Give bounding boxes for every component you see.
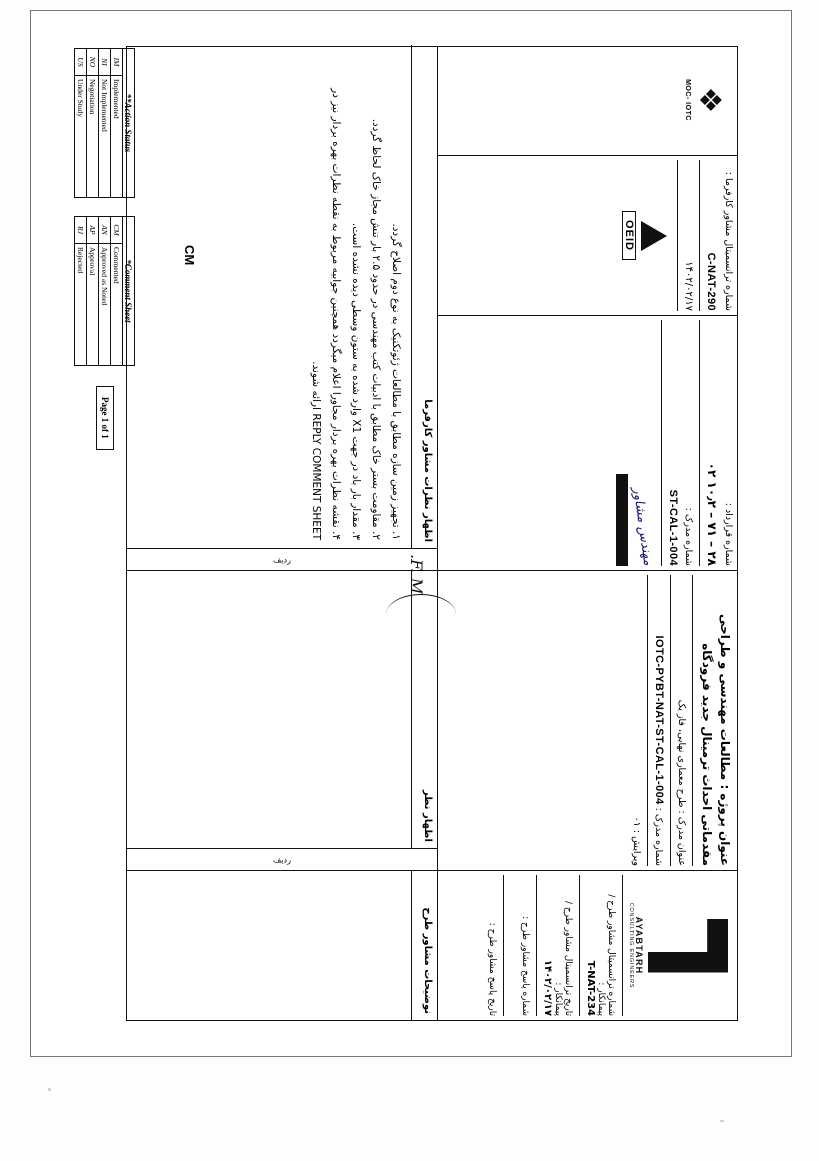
comment-code: CM [111, 216, 123, 243]
table-row [75, 216, 87, 365]
comment-label: Commented [111, 243, 123, 365]
ayabtarh-logo [628, 875, 734, 1016]
employer-doc-no-label: شماره مدرک : [683, 507, 694, 566]
employer-doc-no-value: ST-CAL-1-004 [667, 489, 679, 566]
moc-logo-label: MOC- IOTC [684, 78, 691, 121]
handwritten-signature-stroke [386, 594, 456, 635]
doc-title-label: عنوان مدرک : [676, 810, 687, 866]
employer-transmittal-date: ۱۴۰۲/۰۲/۱۷ [683, 260, 694, 311]
form-header-row [437, 47, 737, 1020]
project-title-value: مطالعات مهندسی و طراحی مقدماتی احداث ترمینال جدید فرودگاه [700, 613, 732, 866]
row-number-column-1 [127, 848, 437, 870]
divider [699, 320, 700, 566]
comment-sheet-legend [74, 216, 135, 366]
designation-column [127, 870, 437, 1020]
form-page-frame [30, 10, 792, 1057]
comment-column-header [411, 45, 437, 548]
form-body-row [127, 47, 437, 1020]
comment-item: ۳. مقدار بار باد در جهت X1 وارد شده به ستون وسطی دیده نشده است. [350, 222, 363, 540]
legend-area [74, 46, 144, 1021]
divider [647, 575, 648, 866]
designation-column-header-text [411, 871, 437, 1020]
reply-doc-no-value [509, 875, 520, 1016]
action-label: Not Implemented [99, 75, 111, 197]
remark-header-label: اظهار نظر [422, 789, 433, 842]
doc-no-label: شماره مدرک : [653, 807, 664, 866]
employer-transmittal-label: شماره ترانسمیتال مشاور کارفرما : [723, 171, 734, 311]
oeid-label: OEID [622, 211, 636, 260]
doc-title-row [676, 575, 687, 866]
consultant-logo-cell [438, 870, 737, 1020]
table-row [99, 216, 111, 365]
action-label: Negotiation [87, 75, 99, 197]
project-title-cell [438, 570, 737, 870]
action-status-legend [74, 48, 135, 198]
oeid-triangle-icon [641, 220, 667, 250]
action-status-title: **Action Status [123, 48, 135, 197]
consultant-date-field [542, 875, 573, 1016]
scan-speck [48, 1088, 51, 1091]
divider [661, 320, 662, 566]
contract-cell [438, 315, 737, 570]
approval-signature: مهندس مشاور [629, 486, 656, 567]
reply-date-value [476, 875, 487, 1016]
consultant-doc-no-field [585, 875, 616, 1016]
rotated-sheet-wrapper [66, 34, 756, 1034]
table-row [123, 216, 135, 365]
table-row [99, 48, 111, 197]
doc-no-value: IOTC-PYBT-NAT-ST-CAL-1-004 [653, 635, 665, 805]
consultant-date-value: ۱۴۰۲/۰۲/۱۷ [542, 959, 553, 1016]
revision-label: ویرایش : [631, 829, 642, 866]
comment-sheet [66, 34, 756, 1034]
project-title-label: عنوان پروژه : [718, 783, 732, 866]
divider [699, 160, 700, 311]
consultant-date-label: تاریخ ترانسمیتال مشاور طرح / پیمانکار : [553, 900, 573, 1016]
project-title [698, 575, 734, 866]
contract-no-value: ۲۸ – ۷۱ – ۱۰٫۲ ۰۲ [705, 462, 719, 566]
comment-code: AN [99, 216, 111, 243]
doc-no-row [653, 575, 665, 866]
action-code: NI [99, 48, 111, 75]
reply-doc-no-field [509, 875, 530, 1016]
comment-sheet-title: *Comment Sheet [123, 216, 135, 365]
action-code: US [75, 48, 87, 75]
comment-item: ۲. مقاومت بستر خاک مطابق با ادبیات کتب مهندسی در حدود ۲.۵ بار تنش مجاز خاک لحاظ گردد. [370, 118, 383, 540]
revision-value: ۰۱ [631, 816, 642, 827]
form-outer-table [126, 46, 738, 1021]
moc-logo-cell [438, 45, 737, 155]
divider [579, 875, 580, 1016]
divider [622, 875, 623, 1016]
doc-title-value: طرح معماری نهایی، فاز یک [676, 699, 687, 807]
stamp-bar [616, 474, 628, 566]
comment-label: Approval [87, 243, 99, 365]
divider [670, 575, 671, 866]
row-number-label-1: ردیف [273, 854, 291, 864]
action-code: IM [111, 48, 123, 75]
moc-logo-mark: ❖ [692, 86, 727, 113]
employer-transmittal-no: C-NAT-290 [705, 252, 717, 311]
divider [677, 160, 678, 311]
page-number: Page 1 of 1 [96, 386, 114, 450]
contract-no-label: شماره قرارداد : [723, 502, 734, 566]
action-label: Under Study [75, 75, 87, 197]
row-number-label-2: ردیف [273, 554, 291, 564]
comment-item: REPLY COMMENT SHEET ارائه شوند. [310, 360, 323, 540]
ayabtarh-logo-name: AYABTARH [634, 916, 644, 974]
table-row [123, 48, 135, 197]
moc-logo [684, 49, 734, 151]
comment-code: RJ [75, 216, 87, 243]
divider [503, 875, 504, 1016]
action-code: NO [87, 48, 99, 75]
divider [692, 575, 693, 866]
reply-doc-no-label: شماره پاسخ مشاور طرح : [520, 915, 530, 1016]
consultant-doc-no-value: T-NAT-234 [585, 960, 596, 1016]
table-row [87, 48, 99, 197]
table-row [75, 48, 87, 197]
scan-speck [720, 1120, 724, 1122]
ayabtarh-logo-mark [648, 918, 728, 972]
comment-item: ۴. نقشه نظرات بهره بردار مجاورا اعلام میگردد همچنین جوابیه مربوط به نقطه نظرات بهره بردار نیز در [330, 87, 343, 540]
comment-code: AP [87, 216, 99, 243]
divider [536, 875, 537, 1016]
oeid-logo [621, 160, 667, 311]
ayabtarh-logo-subtitle: CONSULTING ENGINEERS [628, 902, 634, 988]
consultant-doc-no-label: شماره ترانسمیتال مشاور طرح / پیمانکار : [596, 893, 616, 1016]
table-row [111, 216, 123, 365]
comment-label: Approved as Noted [99, 243, 111, 365]
handwritten-initials: F. M. [407, 553, 426, 594]
table-row [87, 216, 99, 365]
comment-header-label: اظهار نظرات مشاور کارفرما [422, 398, 433, 542]
comment-status-mark: CM [182, 244, 197, 265]
comment-list[interactable] [305, 60, 405, 540]
comment-label: Rejected [75, 243, 87, 365]
reply-date-label: تاریخ پاسخ مشاور طرح : [487, 922, 497, 1016]
comment-item: ۱. تجهیز زمین سازه مطابق با مطالعات ژئوتکنیک به نوع دوم اصلاح گردد. [390, 222, 402, 540]
employer-transmittal-cell [438, 155, 737, 315]
reply-date-field [476, 875, 497, 1016]
row-number-column-2 [127, 548, 437, 570]
table-row [111, 48, 123, 197]
designation-header-label: نوضیحات مشاور طرح [422, 906, 433, 1014]
action-label: Implemented [111, 75, 123, 197]
revision-row [631, 575, 642, 866]
comment-column [127, 45, 437, 548]
